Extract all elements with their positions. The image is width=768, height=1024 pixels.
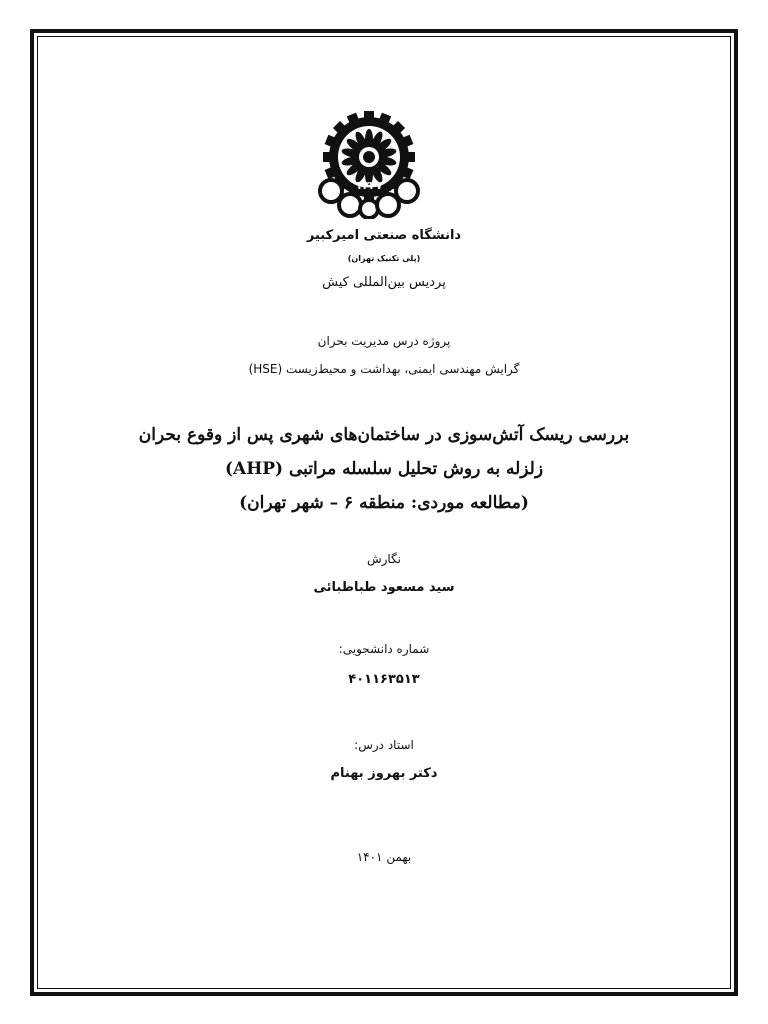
university-logo bbox=[315, 107, 423, 219]
title-line-2: زلزله به روش تحلیل سلسله مراتبی (AHP) bbox=[224, 459, 544, 479]
major-line: گرایش مهندسی ایمنی، بهداشت و محیط‌زیست (HSE) bbox=[248, 362, 520, 376]
title-line-1: بررسی ریسک آتش‌سوزی در ساختمان‌های شهری پس از وقوع بحران bbox=[138, 425, 630, 445]
author-name: سید مسعود طباطبائی bbox=[313, 580, 455, 595]
university-subtitle: (پلی تکنیک تهران) bbox=[347, 254, 421, 263]
professor-name: دکتر بهروز بهنام bbox=[330, 766, 438, 781]
course-line: پروژه درس مدیریت بحران bbox=[317, 334, 451, 348]
student-id-value: ۴۰۱۱۶۳۵۱۳ bbox=[348, 672, 420, 687]
date-text: بهمن ۱۴۰۱ bbox=[356, 850, 412, 864]
title-line-3: (مطالعه موردی: منطقه ۶ – شهر تهران) bbox=[239, 493, 529, 513]
professor-label: استاد درس: bbox=[354, 738, 414, 752]
campus-name: پردیس بین‌المللی کیش bbox=[322, 275, 446, 290]
author-label: نگارش bbox=[366, 552, 402, 566]
student-id-label: شماره دانشجویی: bbox=[338, 642, 430, 656]
university-name: دانشگاه صنعتی امیرکبیر bbox=[306, 228, 462, 243]
logo-year-text: ۱۳۴۷ bbox=[355, 179, 383, 192]
